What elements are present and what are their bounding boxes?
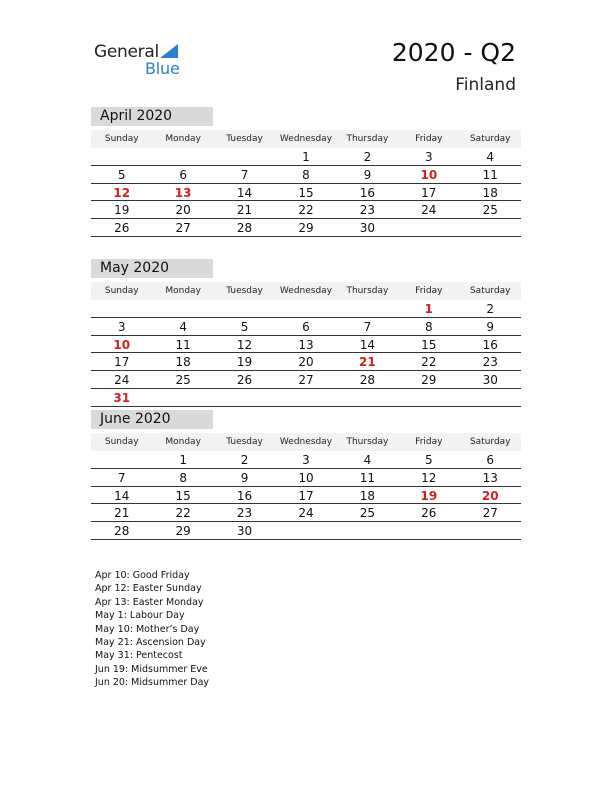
weekday-label: Saturday bbox=[469, 134, 511, 144]
holiday-item: May 1: Labour Day bbox=[95, 610, 185, 622]
day-cell: 14 bbox=[114, 488, 130, 503]
day-cell: 14 bbox=[236, 185, 253, 200]
day-cell: 18 bbox=[482, 185, 498, 200]
day-cell: 4 bbox=[486, 150, 495, 164]
weekday-label: Saturday bbox=[469, 437, 511, 447]
day-cell: 12 bbox=[236, 337, 253, 352]
day-cell: 21 bbox=[114, 506, 130, 521]
day-cell: 29 bbox=[298, 221, 314, 236]
day-cell: 5 bbox=[240, 319, 249, 334]
day-cell: 25 bbox=[359, 506, 376, 521]
week-row bbox=[91, 451, 521, 469]
month-april bbox=[91, 107, 521, 237]
day-cell: 19 bbox=[114, 203, 130, 218]
day-cell: 13 bbox=[174, 185, 192, 200]
day-cell bbox=[275, 522, 336, 539]
weekday-label: Friday bbox=[415, 134, 443, 144]
week-row bbox=[91, 201, 521, 219]
day-cell: 18 bbox=[175, 355, 191, 370]
holiday-item: Jun 20: Midsummer Day bbox=[95, 677, 210, 689]
day-cell: 19 bbox=[236, 355, 253, 370]
weekday-label: Friday bbox=[415, 437, 443, 447]
month-label: May 2020 bbox=[91, 259, 213, 278]
day-cell: 31 bbox=[113, 390, 131, 405]
day-cell bbox=[460, 389, 521, 406]
day-cell: 17 bbox=[114, 355, 130, 370]
day-cell: 6 bbox=[302, 319, 310, 334]
month-label: April 2020 bbox=[91, 107, 213, 126]
weekday-label: Monday bbox=[165, 437, 201, 447]
weekday-label: Thursday bbox=[346, 134, 389, 144]
day-cell: 24 bbox=[114, 373, 130, 388]
week-row bbox=[91, 487, 521, 505]
weekday-label: Wednesday bbox=[279, 134, 333, 144]
day-cell: 2 bbox=[363, 150, 372, 164]
weekday-label: Thursday bbox=[346, 437, 389, 447]
day-cell: 27 bbox=[298, 373, 314, 388]
day-cell: 16 bbox=[236, 488, 253, 503]
day-cell: 17 bbox=[421, 185, 437, 200]
weekday-label: Wednesday bbox=[279, 286, 333, 296]
logo-word-general: General bbox=[94, 42, 159, 62]
day-cell bbox=[337, 522, 398, 539]
weekday-label: Saturday bbox=[469, 286, 511, 296]
day-cell: 28 bbox=[236, 221, 253, 236]
day-cell: 25 bbox=[175, 373, 191, 388]
day-cell: 26 bbox=[421, 506, 437, 521]
day-cell: 28 bbox=[114, 524, 130, 539]
day-cell: 21 bbox=[359, 355, 376, 370]
day-cell: 9 bbox=[486, 319, 495, 334]
weekday-header bbox=[91, 130, 521, 148]
week-row bbox=[91, 318, 521, 336]
day-cell: 10 bbox=[420, 167, 438, 182]
day-cell: 21 bbox=[236, 203, 253, 218]
week-row bbox=[91, 353, 521, 371]
month-may bbox=[91, 259, 521, 407]
holiday-item: Apr 12: Easter Sunday bbox=[95, 583, 202, 595]
day-cell: 3 bbox=[302, 453, 310, 467]
day-cell: 13 bbox=[298, 337, 314, 352]
day-cell: 11 bbox=[482, 167, 498, 182]
day-cell bbox=[91, 300, 152, 317]
day-cell bbox=[337, 389, 398, 406]
day-cell: 3 bbox=[117, 319, 126, 334]
day-cell bbox=[91, 451, 152, 468]
day-cell: 5 bbox=[117, 167, 126, 182]
day-cell: 11 bbox=[175, 337, 191, 352]
day-cell: 29 bbox=[175, 524, 191, 539]
day-cell: 20 bbox=[175, 203, 191, 218]
day-cell: 16 bbox=[359, 185, 376, 200]
country-label: Finland bbox=[455, 75, 516, 95]
day-cell: 26 bbox=[236, 373, 253, 388]
day-cell: 13 bbox=[482, 470, 498, 485]
day-cell: 7 bbox=[363, 319, 372, 334]
day-cell: 2 bbox=[486, 302, 495, 316]
logo-triangle-icon bbox=[160, 44, 178, 58]
day-cell bbox=[398, 389, 459, 406]
logo-word-blue: Blue bbox=[145, 59, 180, 78]
day-cell: 1 bbox=[179, 453, 187, 467]
day-cell: 19 bbox=[420, 488, 438, 503]
day-cell: 24 bbox=[421, 203, 437, 218]
day-cell: 22 bbox=[175, 506, 191, 521]
holiday-list bbox=[95, 569, 209, 690]
day-cell: 1 bbox=[424, 302, 433, 316]
week-row bbox=[91, 166, 521, 184]
day-cell: 30 bbox=[236, 524, 253, 539]
day-cell: 11 bbox=[359, 470, 376, 485]
day-cell: 7 bbox=[240, 167, 249, 182]
logo bbox=[94, 42, 194, 78]
day-cell: 27 bbox=[175, 221, 191, 236]
day-cell: 10 bbox=[113, 337, 131, 352]
week-row bbox=[91, 504, 521, 522]
day-cell: 28 bbox=[359, 373, 376, 388]
holiday-item: Jun 19: Midsummer Eve bbox=[95, 663, 208, 675]
day-cell: 30 bbox=[482, 373, 498, 388]
day-cell bbox=[460, 522, 521, 539]
day-cell: 4 bbox=[363, 453, 372, 467]
week-row bbox=[91, 389, 521, 407]
holiday-item: Apr 13: Easter Monday bbox=[95, 596, 204, 608]
day-cell: 23 bbox=[236, 506, 253, 521]
day-cell: 1 bbox=[302, 150, 310, 164]
day-cell bbox=[214, 148, 275, 165]
day-cell bbox=[214, 300, 275, 317]
holiday-item: Apr 10: Good Friday bbox=[95, 570, 190, 581]
day-cell bbox=[214, 389, 275, 406]
day-cell: 14 bbox=[359, 337, 376, 352]
holiday-item: May 10: Mother’s Day bbox=[95, 623, 200, 635]
day-cell: 24 bbox=[298, 506, 314, 521]
day-cell: 7 bbox=[117, 470, 126, 485]
day-cell: 30 bbox=[359, 221, 376, 236]
day-cell: 6 bbox=[486, 453, 495, 467]
day-cell: 2 bbox=[240, 453, 249, 467]
day-cell: 12 bbox=[421, 470, 437, 485]
day-cell: 8 bbox=[425, 319, 433, 334]
day-cell: 20 bbox=[298, 355, 314, 370]
day-cell bbox=[337, 300, 398, 317]
day-cell bbox=[398, 219, 459, 236]
day-cell: 9 bbox=[240, 470, 249, 485]
weekday-label: Tuesday bbox=[226, 437, 263, 447]
week-row bbox=[91, 469, 521, 487]
day-cell bbox=[398, 522, 459, 539]
week-row bbox=[91, 300, 521, 318]
day-cell bbox=[91, 148, 152, 165]
weekday-label: Sunday bbox=[104, 134, 139, 144]
day-cell: 8 bbox=[179, 470, 187, 485]
day-cell: 27 bbox=[482, 506, 498, 521]
day-cell: 16 bbox=[482, 337, 498, 352]
day-cell: 20 bbox=[481, 488, 499, 503]
day-cell bbox=[460, 219, 521, 236]
day-cell: 29 bbox=[421, 373, 437, 388]
weekday-label: Tuesday bbox=[226, 286, 263, 296]
day-cell: 15 bbox=[175, 488, 191, 503]
holiday-item: May 21: Ascension Day bbox=[95, 637, 206, 649]
day-cell bbox=[275, 389, 336, 406]
weekday-header bbox=[91, 433, 521, 451]
day-cell bbox=[152, 148, 213, 165]
day-cell: 17 bbox=[298, 488, 314, 503]
weekday-label: Tuesday bbox=[226, 134, 263, 144]
day-cell: 15 bbox=[421, 337, 437, 352]
month-label: June 2020 bbox=[91, 410, 213, 429]
weekday-label: Monday bbox=[165, 286, 201, 296]
week-row bbox=[91, 336, 521, 354]
day-cell: 8 bbox=[302, 167, 310, 182]
day-cell: 5 bbox=[425, 453, 433, 467]
week-row bbox=[91, 522, 521, 540]
week-row bbox=[91, 184, 521, 202]
day-cell: 26 bbox=[114, 221, 130, 236]
day-cell: 9 bbox=[363, 167, 372, 182]
weekday-label: Friday bbox=[415, 286, 443, 296]
day-cell: 25 bbox=[482, 203, 498, 218]
page-title: 2020 - Q2 bbox=[391, 38, 516, 67]
weekday-label: Sunday bbox=[104, 286, 139, 296]
weekday-label: Thursday bbox=[346, 286, 389, 296]
day-cell: 22 bbox=[298, 203, 314, 218]
weekday-label: Wednesday bbox=[279, 437, 333, 447]
week-row bbox=[91, 371, 521, 389]
month-june bbox=[91, 410, 521, 540]
week-row bbox=[91, 219, 521, 237]
weekday-header bbox=[91, 282, 521, 300]
day-cell: 23 bbox=[482, 355, 498, 370]
day-cell: 12 bbox=[113, 185, 131, 200]
day-cell bbox=[152, 300, 213, 317]
day-cell: 15 bbox=[298, 185, 314, 200]
day-cell: 23 bbox=[359, 203, 376, 218]
weekday-label: Sunday bbox=[104, 437, 139, 447]
day-cell: 10 bbox=[298, 470, 314, 485]
day-cell bbox=[275, 300, 336, 317]
holiday-item: May 31: Pentecost bbox=[95, 650, 183, 662]
day-cell bbox=[152, 389, 213, 406]
day-cell: 4 bbox=[179, 319, 187, 334]
weekday-label: Monday bbox=[165, 134, 201, 144]
week-row bbox=[91, 148, 521, 166]
day-cell: 3 bbox=[425, 150, 433, 164]
day-cell: 6 bbox=[179, 167, 187, 182]
day-cell: 22 bbox=[421, 355, 437, 370]
day-cell: 18 bbox=[359, 488, 376, 503]
